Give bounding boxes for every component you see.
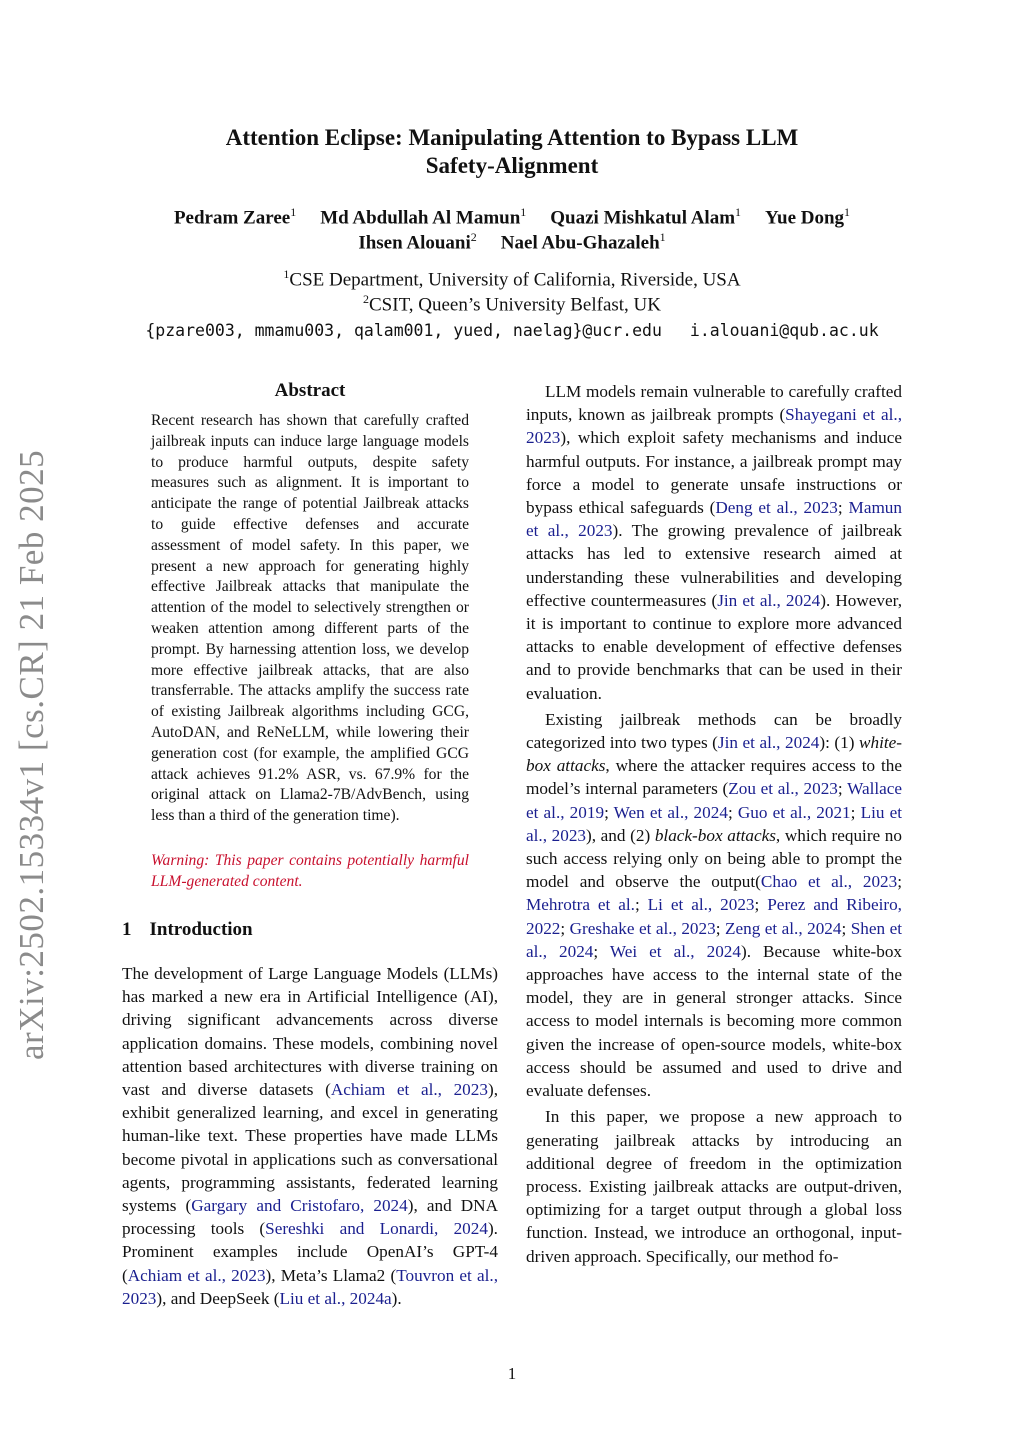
citation-link[interactable]: Greshake et al., 2023 (569, 918, 716, 938)
citation-link[interactable]: Jin et al., 2024 (717, 733, 820, 753)
body-text: ), and (2) (586, 825, 655, 845)
paper-title: Attention Eclipse: Manipulating Attention to Bypass LLM Safety-Alignment (225, 125, 799, 178)
citation-link[interactable]: Achiam et al., 2023 (330, 1080, 488, 1100)
affiliation-1: $^1$CSE Department, University of California, Riverside, USA (283, 267, 741, 291)
body-text: , where the attacker requires access to the model’s internal parameters ( (526, 756, 902, 799)
citation-link[interactable]: Liu et al., 2023 (526, 802, 902, 845)
body-text: ; (850, 802, 861, 822)
body-text: ; (560, 918, 570, 938)
body-text: ; (727, 802, 738, 822)
body-text: ; (897, 872, 903, 892)
body-text: In this paper, we propose a new approach to generating jailbreak attacks by introducing an additional degree of freedom in the optimization process. Existing jailbreak attacks are output-driven, optimizing for a target output through a global loss function. Instead, we introduce an orthogonal, input-driven approach. Specifically, our method fo- (526, 1107, 902, 1266)
citation-link[interactable]: Shayegani et al., 2023 (526, 405, 902, 448)
author-name: Nael Abu-Ghazaleh$^1$ (500, 230, 666, 254)
citation-link[interactable]: Chao et al., 2023 (760, 872, 898, 892)
email-qub: i.alouani@qub.ac.uk (689, 321, 879, 340)
emphasis: black-box attacks (654, 825, 776, 845)
body-text: ; (593, 941, 610, 961)
emphasis: white-box attacks (526, 733, 902, 776)
body-text: ), exhibit generalized learning, and excel in generating human-like text. These properties have made LLMs become pivotal in applications such as conversational agents, programming assistants, federated learning systems ( (122, 1080, 498, 1216)
author-name: Quazi Mishkatul Alam$^1$ (550, 205, 742, 229)
body-text: , which require no such access relying only on being able to prompt the model and observe the output( (526, 825, 902, 892)
author-name: Yue Dong$^1$ (765, 205, 851, 229)
citation-link[interactable]: Zeng et al., 2024 (724, 918, 842, 938)
body-text: ; (837, 498, 849, 518)
citation-link[interactable]: Shen et al., 2024 (526, 918, 902, 961)
citation-link[interactable]: Wei et al., 2024 (609, 941, 741, 961)
author-list-line2 (0, 225, 1024, 255)
body-text: ). Because white-box approaches have access to the internal state of the model, they are in general stronger attacks. Since access to model internals is becoming more common given the increase of open-source models, white-box access should be assumed and used to drive and evaluate defenses. (526, 941, 903, 1101)
body-text: ), and DeepSeek ( (156, 1288, 280, 1308)
body-text: ). However, it is important to continue to explore more advanced attacks to enable development of effective defenses and to provide benchmarks that can be used in their evaluation. (526, 590, 902, 703)
citation-link[interactable]: Perez and Ribeiro, 2022 (526, 895, 902, 938)
body-text: ): (1) (819, 733, 860, 753)
body-text: ), and DNA processing tools ( (122, 1196, 499, 1239)
citation-link[interactable]: Li et al., 2023 (647, 895, 755, 915)
citation-link[interactable]: Zou et al., 2023 (728, 779, 838, 799)
section-number: 1 (122, 919, 132, 940)
body-text: The development of Large Language Models (LLMs) has marked a new era in Artificial Intelligence (AI), driving significant advancements across diverse application domains. These models, combining novel attention based architectures with diverse training on vast and diverse datasets ( (122, 964, 498, 1100)
citation-link[interactable]: Deng et al., 2023 (715, 498, 838, 518)
body-text: ; (841, 918, 851, 938)
body-text: LLM models remain vulnerable to carefully crafted inputs, known as jailbreak prompts ( (526, 382, 902, 425)
citation-link[interactable]: Mehrotra et al. (526, 895, 635, 915)
citation-link[interactable]: Sereshki and Lonardi, 2024 (265, 1219, 488, 1239)
intro-paragraph (526, 1105, 902, 1267)
intro-paragraph (122, 962, 498, 1310)
citation-link[interactable]: Wallace et al., 2019 (526, 779, 903, 822)
citation-link[interactable]: Liu et al., 2024a (279, 1288, 392, 1308)
body-text: ; (715, 918, 725, 938)
author-name: Md Abdullah Al Mamun$^1$ (320, 205, 527, 229)
citation-link[interactable]: Guo et al., 2021 (737, 802, 851, 822)
intro-paragraph (526, 708, 902, 1102)
intro-paragraph (526, 380, 902, 705)
body-text: ), which exploit safety mechanisms and induce harmful outputs. For instance, a jailbreak prompt may force a model to generate unsafe instructions or bypass ethical safeguards ( (526, 428, 902, 518)
arxiv-stamp: arXiv:2502.15334v1 [cs.CR] 21 Feb 2025 (12, 449, 51, 1060)
body-text: ). The growing prevalence of jailbreak attacks has led to extensive research aimed at understanding these vulnerabilities and developing effective countermeasures ( (526, 521, 902, 610)
body-text: ), Meta’s Llama2 ( (265, 1265, 397, 1285)
body-text: Existing jailbreak methods can be broadly categorized into two types ( (526, 709, 902, 753)
body-text: ; (837, 779, 848, 799)
citation-link[interactable]: Achiam et al., 2023 (127, 1265, 266, 1285)
intro-left-column (122, 962, 498, 1310)
body-text: ). (391, 1288, 402, 1308)
section-heading (122, 919, 253, 941)
author-name: Ihsen Alouani$^2$ (358, 230, 477, 254)
citation-link[interactable]: Touvron et al., 2023 (122, 1265, 498, 1308)
author-name: Pedram Zaree$^1$ (173, 205, 297, 229)
section-title: Introduction (149, 919, 253, 940)
email-ucr: {pzare003, mmamu003, qalam001, yued, naelag}@ucr.edu (145, 321, 662, 340)
body-text: ). Prominent examples include OpenAI’s GPT-4 ( (122, 1219, 498, 1285)
email-line (0, 321, 1024, 340)
citation-link[interactable]: Wen et al., 2024 (613, 802, 728, 822)
content-warning: Warning: This paper contains potentially harmful LLM-generated content. (151, 852, 469, 890)
citation-link[interactable]: Mamun et al., 2023 (526, 498, 902, 541)
body-text: ; (604, 802, 614, 822)
citation-link[interactable]: Jin et al., 2024 (717, 590, 821, 610)
page-number: 1 (507, 1364, 517, 1383)
abstract-heading: Abstract (274, 380, 346, 401)
body-text: ; (634, 895, 648, 915)
body-text: ; (754, 895, 768, 915)
intro-right-column (526, 380, 902, 1268)
citation-link[interactable]: Gargary and Cristofaro, 2024 (191, 1196, 408, 1216)
affiliation-2: $^2$CSIT, Queen’s University Belfast, UK (363, 292, 661, 316)
abstract-body: Recent research has shown that carefully crafted jailbreak inputs can induce large language models to produce harmful outputs, despite safety measures such as alignment. It is important to anticipate the range of potential Jailbreak attacks to guide effective defenses and accurate assessment of model safety. In this paper, we present a new approach for generating highly effective Jailbreak attacks that manipulate the attention of the model to selectively strengthen or weaken attention among different parts of the prompt. By harnessing attention loss, we develop more effective jailbreak attacks, that are also transferrable. The attacks amplify the success rate of existing Jailbreak algorithms including GCG, AutoDAN, and ReNeLLM, while lowering their generation cost (for example, the amplified GCG attack achieves 91.2% ASR, vs. 67.9% for the original attack on Llama2-7B/AdvBench, using less than a third of the generation time). (151, 412, 469, 825)
